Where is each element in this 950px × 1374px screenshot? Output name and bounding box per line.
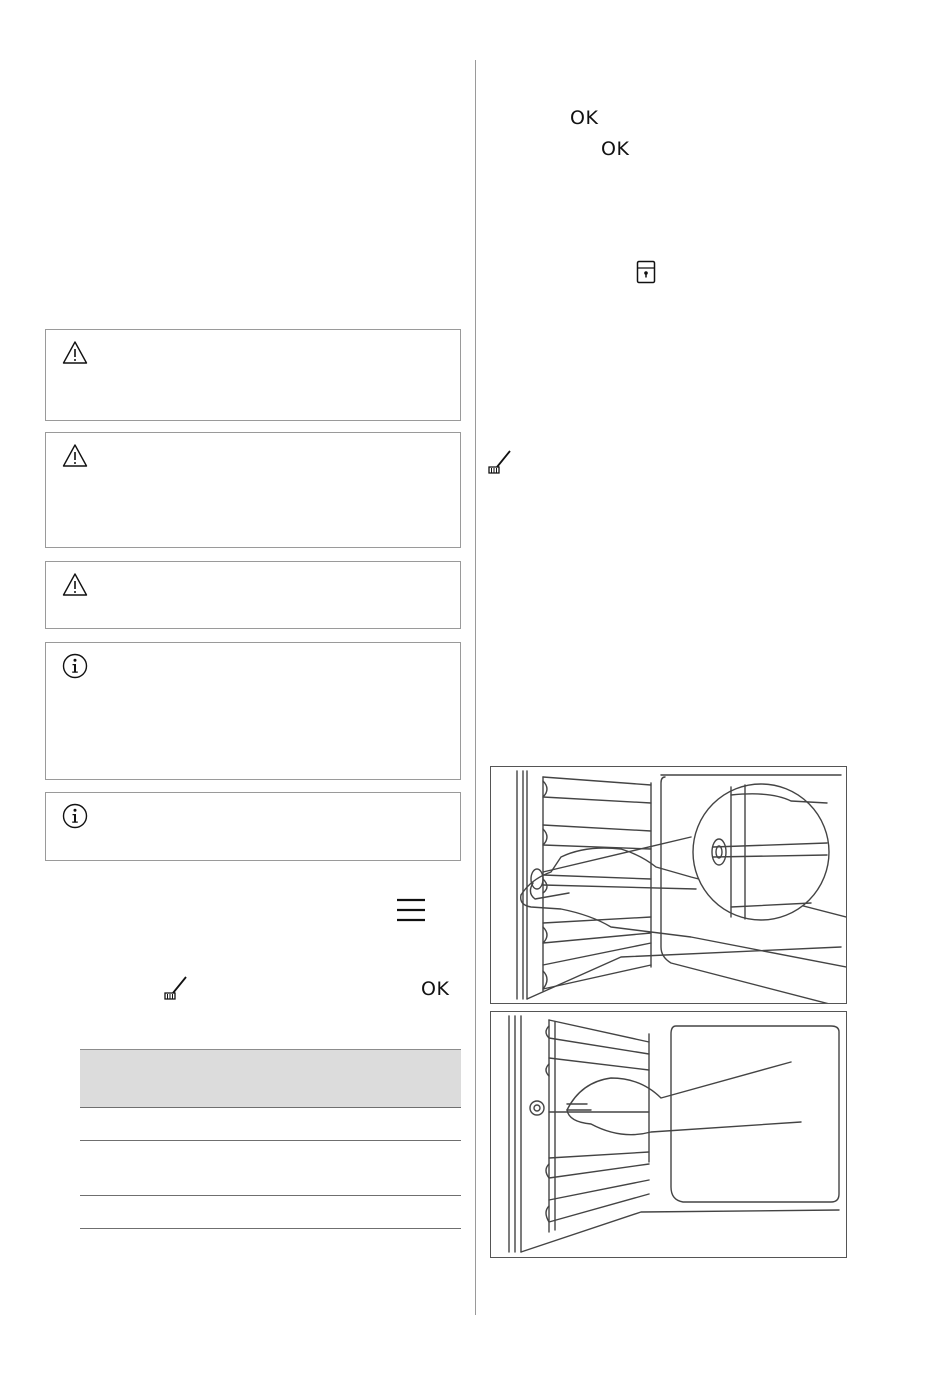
info-icon — [62, 653, 88, 679]
warning-icon — [62, 572, 88, 598]
warning-box-2 — [45, 432, 461, 548]
warning-box-1 — [45, 329, 461, 421]
column-divider — [475, 60, 476, 1315]
ok-button-label: OK — [601, 138, 630, 160]
door-lock-icon — [636, 260, 656, 284]
warning-icon — [62, 443, 88, 469]
cleaning-brush-icon — [487, 449, 513, 475]
shelf-support-pull-illustration — [490, 1011, 847, 1258]
menu-icon — [396, 897, 426, 923]
shelf-support-removal-illustration — [490, 766, 847, 1004]
info-box-2 — [45, 792, 461, 861]
table-header — [80, 1049, 461, 1108]
cleaning-brush-icon — [163, 975, 189, 1001]
info-box-1 — [45, 642, 461, 780]
ok-button-label: OK — [421, 978, 450, 1000]
warning-icon — [62, 340, 88, 366]
table-bottom-rule — [80, 1228, 461, 1229]
warning-box-3 — [45, 561, 461, 629]
ok-button-label: OK — [570, 107, 599, 129]
info-icon — [62, 803, 88, 829]
table-row-divider — [80, 1140, 461, 1141]
table-row-divider — [80, 1195, 461, 1196]
